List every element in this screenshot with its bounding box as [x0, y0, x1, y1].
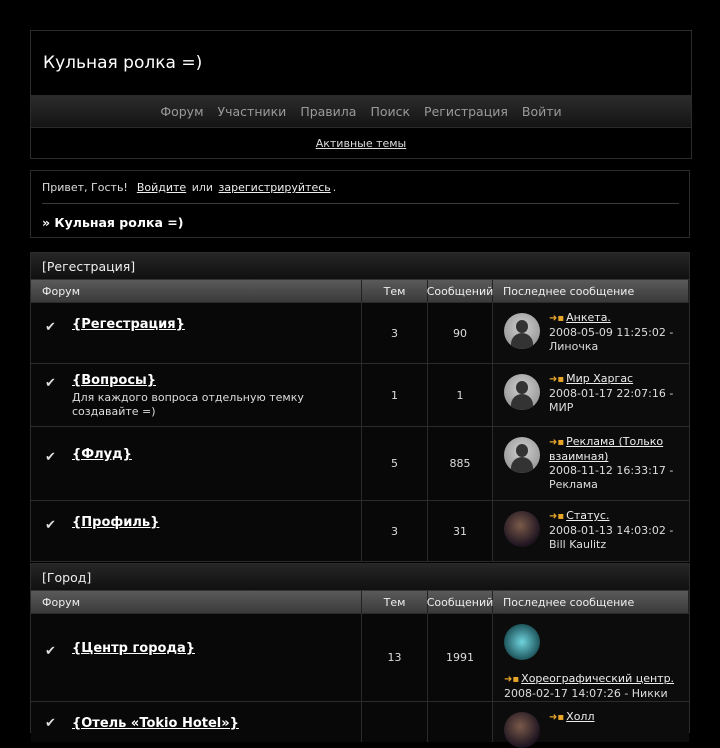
site-title: Кульная ролка =) [31, 31, 691, 96]
posts-count: 31 [428, 501, 493, 561]
last-post-meta: 2008-01-17 22:07:16 - МИР [549, 387, 674, 414]
forum-row [31, 701, 689, 742]
forum-row [31, 363, 689, 426]
default-avatar-icon [504, 313, 540, 349]
posts-count: 1 [428, 364, 493, 426]
main-nav [31, 96, 691, 128]
topics-count: 5 [362, 427, 428, 500]
posts-count: 1991 [428, 614, 493, 701]
topics-count: 3 [362, 303, 428, 363]
forum-link[interactable]: {Регестрация} [72, 317, 185, 332]
last-post-link[interactable]: Реклама (Только взаимная) [549, 435, 664, 463]
last-post-meta: 2008-05-09 11:25:02 - Линочка [549, 326, 674, 353]
topics-count: 13 [362, 614, 428, 701]
last-post-link[interactable]: Мир Харгас [566, 372, 634, 385]
topics-count: 1 [362, 364, 428, 426]
goto-last-post-icon[interactable]: ➜▪ [549, 313, 565, 324]
category-registration [30, 252, 690, 562]
last-post-meta: 2008-01-13 14:03:02 - Bill Kaulitz [549, 524, 674, 551]
goto-last-post-icon[interactable]: ➜▪ [549, 712, 565, 723]
welcome-box [30, 170, 690, 238]
nav-register[interactable]: Регистрация [424, 104, 508, 119]
user-photo-avatar-icon [504, 511, 540, 547]
col-posts: Сообщений [428, 280, 493, 302]
default-avatar-icon [504, 437, 540, 473]
nav-members[interactable]: Участники [217, 104, 287, 119]
forum-link[interactable]: {Вопросы} [72, 373, 157, 388]
forum-row [31, 613, 689, 701]
col-posts: Сообщений [428, 591, 493, 613]
forum-header [30, 30, 692, 159]
posts-count [428, 702, 493, 742]
check-icon: ✔ [45, 450, 56, 465]
column-headers [31, 590, 689, 613]
col-forum: Форум [31, 280, 362, 302]
category-title: [Город] [31, 564, 689, 590]
breadcrumb: » Кульная ролка =) [42, 215, 184, 230]
user-photo-avatar-icon [504, 624, 540, 660]
last-post-link[interactable]: Статус. [566, 509, 610, 522]
last-post-meta: 2008-11-12 16:33:17 - Реклама [549, 464, 674, 491]
period-text: . [332, 181, 337, 194]
forum-row [31, 500, 689, 561]
col-last-post: Последнее сообщение [493, 591, 689, 613]
forum-description: Для каждого вопроса отдельную темку создавайте =) [72, 391, 304, 418]
nav-rules[interactable]: Правила [300, 104, 357, 119]
user-photo-avatar-icon [504, 712, 540, 748]
col-last-post: Последнее сообщение [493, 280, 689, 302]
goto-last-post-icon[interactable]: ➜▪ [549, 437, 565, 448]
forum-row [31, 302, 689, 363]
active-topics-bar [31, 128, 691, 158]
col-forum: Форум [31, 591, 362, 613]
greeting-text: Привет, Гость! [42, 181, 128, 194]
last-post-meta: 2008-02-17 14:07:26 - Никки [504, 687, 668, 700]
active-topics-link[interactable]: Активные темы [315, 136, 407, 150]
nav-forum[interactable]: Форум [160, 104, 204, 119]
forum-link[interactable]: {Центр города} [72, 641, 195, 656]
check-icon: ✔ [45, 644, 56, 659]
check-icon: ✔ [45, 320, 56, 335]
register-link[interactable]: зарегистрируйтесь [218, 181, 331, 194]
forum-link[interactable]: {Флуд} [72, 447, 132, 462]
last-post-link[interactable]: Холл [566, 710, 595, 723]
last-post-link[interactable]: Хореографический центр. [521, 672, 675, 685]
goto-last-post-icon[interactable]: ➜▪ [549, 511, 565, 522]
forum-link[interactable]: {Отель «Tokio Hotel»} [72, 716, 239, 731]
check-icon: ✔ [45, 716, 56, 731]
topics-count: 3 [362, 501, 428, 561]
nav-login[interactable]: Войти [521, 104, 562, 119]
divider [42, 203, 679, 204]
or-text: или [191, 181, 214, 194]
posts-count: 90 [428, 303, 493, 363]
nav-search[interactable]: Поиск [370, 104, 411, 119]
column-headers [31, 279, 689, 302]
forum-link[interactable]: {Профиль} [72, 515, 160, 530]
col-topics: Тем [362, 280, 428, 302]
forum-row [31, 426, 689, 500]
login-link[interactable]: Войдите [136, 181, 187, 194]
goto-last-post-icon[interactable]: ➜▪ [504, 674, 520, 685]
check-icon: ✔ [45, 376, 56, 391]
col-topics: Тем [362, 591, 428, 613]
last-post-link[interactable]: Анкета. [566, 311, 611, 324]
topics-count [362, 702, 428, 742]
category-city [30, 563, 690, 733]
goto-last-post-icon[interactable]: ➜▪ [549, 374, 565, 385]
category-title: [Регестрация] [31, 253, 689, 279]
posts-count: 885 [428, 427, 493, 500]
default-avatar-icon [504, 374, 540, 410]
greeting-line [42, 181, 336, 194]
check-icon: ✔ [45, 518, 56, 533]
